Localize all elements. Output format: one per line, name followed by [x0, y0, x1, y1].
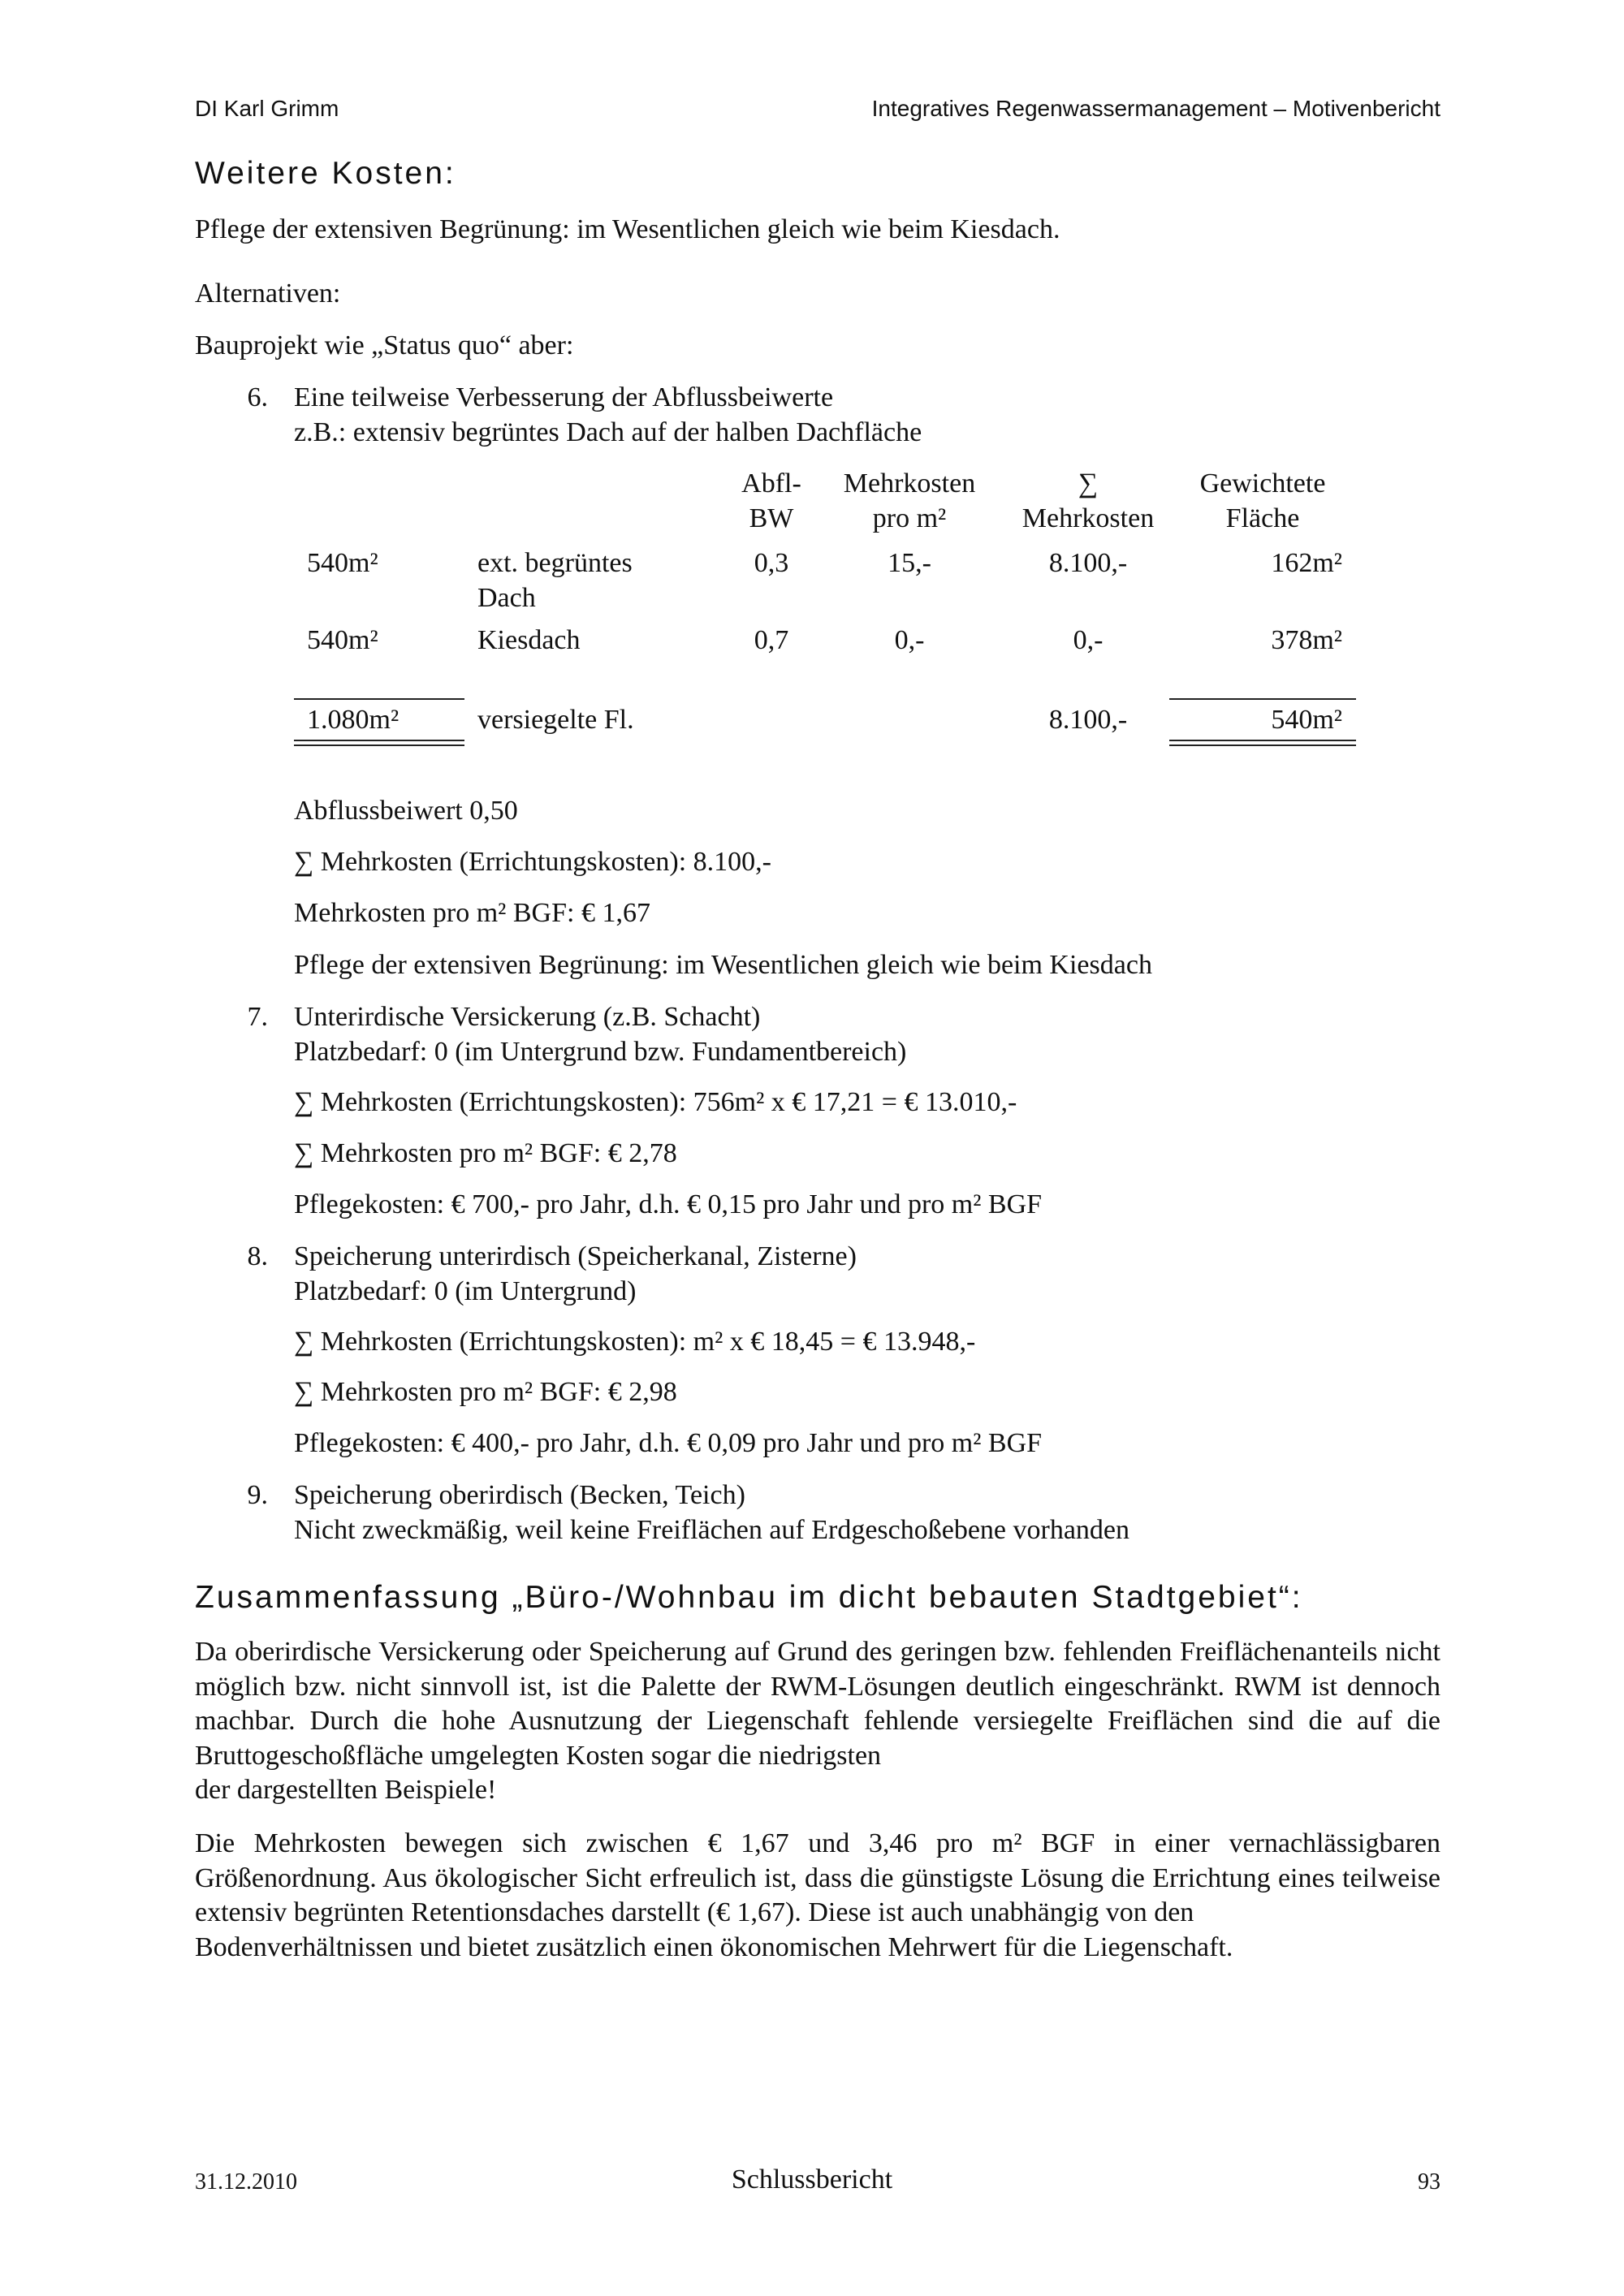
paragraph-last-line: der dargestellten Beispiele!: [195, 1775, 497, 1805]
section-heading-zusammenfassung: Zusammenfassung „Büro-/Wohnbau im dicht bebauten Stadtgebiet“:: [195, 1580, 1303, 1615]
text-line: ∑ Mehrkosten (Errichtungskosten): 756m² x € 17,21 = € 13.010,-: [294, 1087, 1017, 1117]
footer-page-number: 93: [1418, 2169, 1440, 2195]
text-line: ∑ Mehrkosten pro m² BGF: € 2,98: [294, 1377, 677, 1407]
table-header: Mehrkosten: [1021, 503, 1155, 533]
text-line: Pflegekosten: € 700,- pro Jahr, d.h. € 0,15 pro Jahr und pro m² BGF: [294, 1189, 1043, 1219]
table-cell-weighted: 162m²: [1271, 548, 1342, 578]
text-line: ∑ Mehrkosten pro m² BGF: € 2,78: [294, 1138, 677, 1168]
list-item-text: Platzbedarf: 0 (im Untergrund): [294, 1276, 637, 1306]
footer-title: Schlussbericht: [731, 2164, 893, 2195]
text-line: Bauprojekt wie „Status quo“ aber:: [195, 330, 574, 360]
list-number: 8.: [247, 1241, 268, 1271]
table-double-rule: [1169, 740, 1356, 746]
list-item-title: Eine teilweise Verbesserung der Abflussbeiwerte: [294, 382, 834, 412]
table-header: Gewichtete: [1199, 468, 1326, 498]
text-line: ∑ Mehrkosten (Errichtungskosten): m² x € 18,45 = € 13.948,-: [294, 1327, 976, 1357]
table-rule: [1169, 698, 1356, 700]
table-rule: [294, 698, 464, 700]
summary-paragraph-1: [195, 1635, 1440, 1808]
list-item-text: Nicht zweckmäßig, weil keine Freiflächen auf Erdgeschoßebene vorhanden: [294, 1515, 1130, 1545]
table-cell-cost: 15,-: [888, 548, 931, 578]
table-total-desc: versiegelte Fl.: [477, 705, 634, 735]
table-cell-cost: 0,-: [894, 625, 925, 655]
list-number: 6.: [247, 382, 268, 412]
text-line: Pflegekosten: € 400,- pro Jahr, d.h. € 0,09 pro Jahr und pro m² BGF: [294, 1428, 1043, 1458]
text-line: Pflege der extensiven Begrünung: im Wesentlichen gleich wie beim Kiesdach: [294, 950, 1152, 980]
table-double-rule: [294, 740, 464, 746]
list-item-title: Speicherung unterirdisch (Speicherkanal, Zisterne): [294, 1241, 857, 1271]
table-header: ∑: [1078, 468, 1099, 498]
table-total-weighted: 540m²: [1271, 705, 1342, 735]
header-title: Integratives Regenwassermanagement – Motivenbericht: [871, 96, 1440, 121]
header-author: DI Karl Grimm: [195, 96, 339, 121]
table-cell-bw: 0,3: [754, 548, 789, 578]
table-header: pro m²: [872, 503, 947, 533]
list-item-text: Platzbedarf: 0 (im Untergrund bzw. Fundamentbereich): [294, 1037, 907, 1067]
table-cell-bw: 0,7: [754, 625, 789, 655]
table-header: Fläche: [1225, 503, 1300, 533]
list-item-title: Speicherung oberirdisch (Becken, Teich): [294, 1480, 745, 1510]
list-item-text: z.B.: extensiv begrüntes Dach auf der halben Dachfläche: [294, 417, 922, 447]
list-number: 9.: [247, 1480, 268, 1510]
table-cell-desc: ext. begrüntes: [477, 548, 633, 578]
text-line: Alternativen:: [195, 278, 341, 309]
text-line: Pflege der extensiven Begrünung: im Wesentlichen gleich wie beim Kiesdach.: [195, 214, 1060, 244]
footer-date: 31.12.2010: [195, 2169, 297, 2195]
table-cell-sum: 8.100,-: [1048, 548, 1128, 578]
table-cell-area: 540m²: [307, 625, 378, 655]
list-number: 7.: [247, 1002, 268, 1032]
table-cell-sum: 0,-: [1073, 625, 1104, 655]
table-total-area: 1.080m²: [307, 705, 400, 735]
table-cell-area: 540m²: [307, 548, 378, 578]
table-cell-weighted: 378m²: [1271, 625, 1342, 655]
table-header: Mehrkosten: [843, 468, 976, 498]
list-item-title: Unterirdische Versickerung (z.B. Schacht): [294, 1002, 761, 1032]
text-line: Abflussbeiwert 0,50: [294, 796, 518, 826]
paragraph-text: Die Mehrkosten bewegen sich zwischen € 1,67 und 3,46 pro m² BGF in einer vernachlässigbaren Größenordnung. Aus ökologischer Sicht erfreulich ist, dass die günstigste Lösung die Errichtung eines teilweise extensiv begrünten Retentionsdaches darstellt (€ 1,67). Diese ist auch unabhängig von den: [195, 1828, 1440, 1927]
table-cell-desc: Dach: [477, 583, 536, 613]
section-heading-weitere-kosten: Weitere Kosten:: [195, 156, 456, 191]
text-line: ∑ Mehrkosten (Errichtungskosten): 8.100,-: [294, 847, 771, 877]
table-header: Abfl-: [741, 468, 801, 498]
paragraph-text: Da oberirdische Versickerung oder Speicherung auf Grund des geringen bzw. fehlenden Freiflächenanteils nicht möglich bzw. nicht sinnvoll ist, ist die Palette der RWM-Lösungen deutlich eingeschränkt. RWM ist dennoch machbar. Durch die hohe Ausnutzung der Liegenschaft fehlende versiegelte Freiflächen sind die auf die Bruttogeschoßfläche umgelegten Kosten sogar die niedrigsten: [195, 1637, 1440, 1771]
table-header: BW: [749, 503, 794, 533]
table-cell-desc: Kiesdach: [477, 625, 581, 655]
paragraph-last-line: Bodenverhältnissen und bietet zusätzlich einen ökonomischen Mehrwert für die Liegenschaft.: [195, 1931, 1233, 1962]
table-total-sum: 8.100,-: [1048, 705, 1128, 735]
text-line: Mehrkosten pro m² BGF: € 1,67: [294, 898, 650, 928]
summary-paragraph-2: [195, 1827, 1440, 1965]
